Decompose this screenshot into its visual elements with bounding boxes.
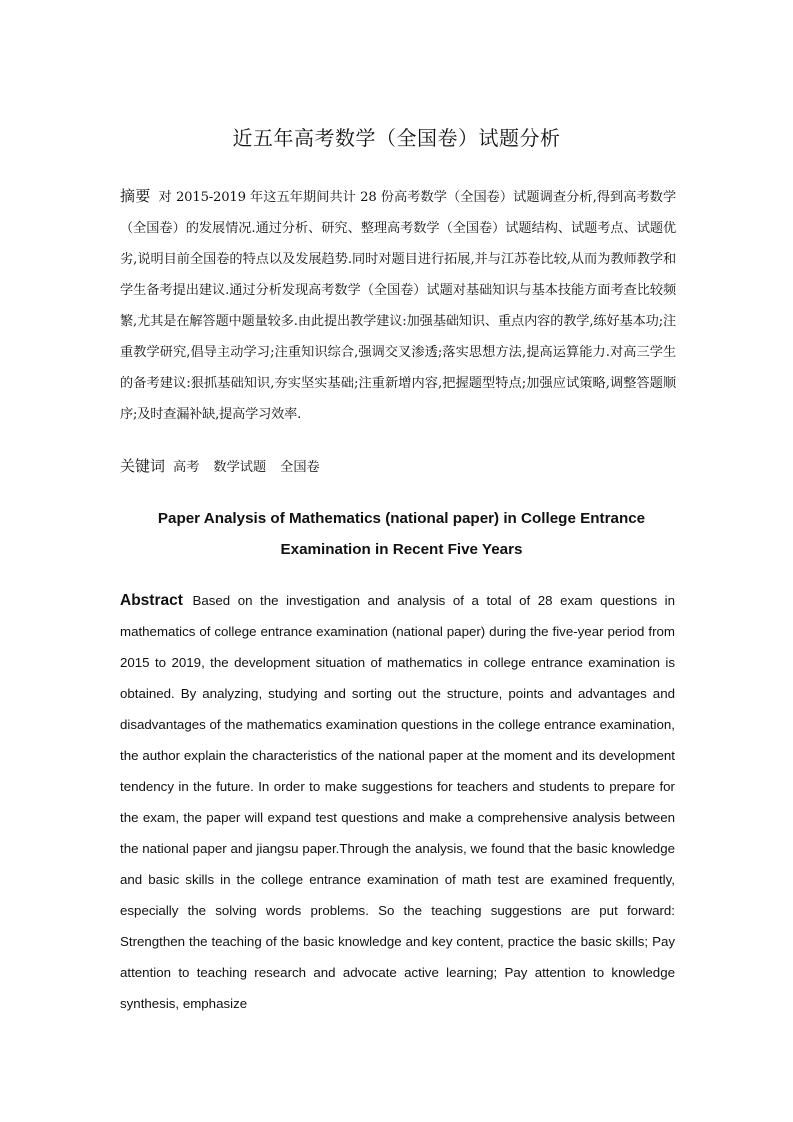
paper-title-chinese: 近五年高考数学（全国卷）试题分析 xyxy=(232,126,561,150)
keyword-item: 数学试题 xyxy=(213,460,267,475)
paper-title-english: Paper Analysis of Mathematics (national paper) in College Entrance Examination in Recent Five Years xyxy=(157,510,646,558)
abstract-english xyxy=(120,585,675,1019)
abstract-chinese xyxy=(120,181,676,430)
keyword-item: 全国卷 xyxy=(280,460,320,475)
abstract-chinese-text: 对 2015-2019 年这五年期间共计 28 份高考数学（全国卷）试题调查分析,得到高考数学（全国卷）的发展情况.通过分析、研究、整理高考数学（全国卷）试题结构、试题考点、试题优劣,说明目前全国卷的特点以及发展趋势.同时对题目进行拓展,并与江苏卷比较,从而为教师教学和学生备考提出建议.通过分析发现高考数学（全国卷）试题对基础知识与基本技能方面考查比较频繁,尤其是在解答题中题量较多.由此提出教学建议:加强基础知识、重点内容的教学,练好基本功;注重教学研究,倡导主动学习;注重知识综合,强调交叉渗透;落实思想方法,提高运算能力.对高三学生的备考建议:狠抓基础知识,夯实坚实基础;注重新增内容,把握题型特点;加强应试策略,调整答题顺序;及时查漏补缺,提高学习效率. xyxy=(120,190,676,422)
keywords-chinese xyxy=(120,451,676,483)
keyword-item: 高考 xyxy=(173,460,200,475)
abstract-english-text: Based on the investigation and analysis of a total of 28 exam questions in mathematics of college entrance examination (national paper) during the five-year period from 2015 to 2019, the development situation of mathematics in college entrance examination is obtained. By analyzing, studying and sorting out the structure, points and advantages and disadvantages of the mathematics examination questions in the college entrance examination, the author explain the characteristics of the national paper at the moment and its development tendency in the future. In order to make suggestions for teachers and students to prepare for the exam, the paper will expand test questions and make a comprehensive analysis between the national paper and jiangsu paper.Through the analysis, we found that the basic knowledge and basic skills in the college entrance examination of math test are examined frequently, especially the solving words problems. So the teaching suggestions are put forward: Strengthen the teaching of the basic knowledge and key content, practice the basic skills; Pay attention to teaching research and advocate active learning; Pay attention to knowledge synthesis, emphasize xyxy=(120,593,675,1011)
abstract-english-label: Abstract xyxy=(120,592,183,609)
abstract-chinese-label: 摘要 xyxy=(120,187,151,205)
keywords-label: 关键词 xyxy=(120,457,166,475)
